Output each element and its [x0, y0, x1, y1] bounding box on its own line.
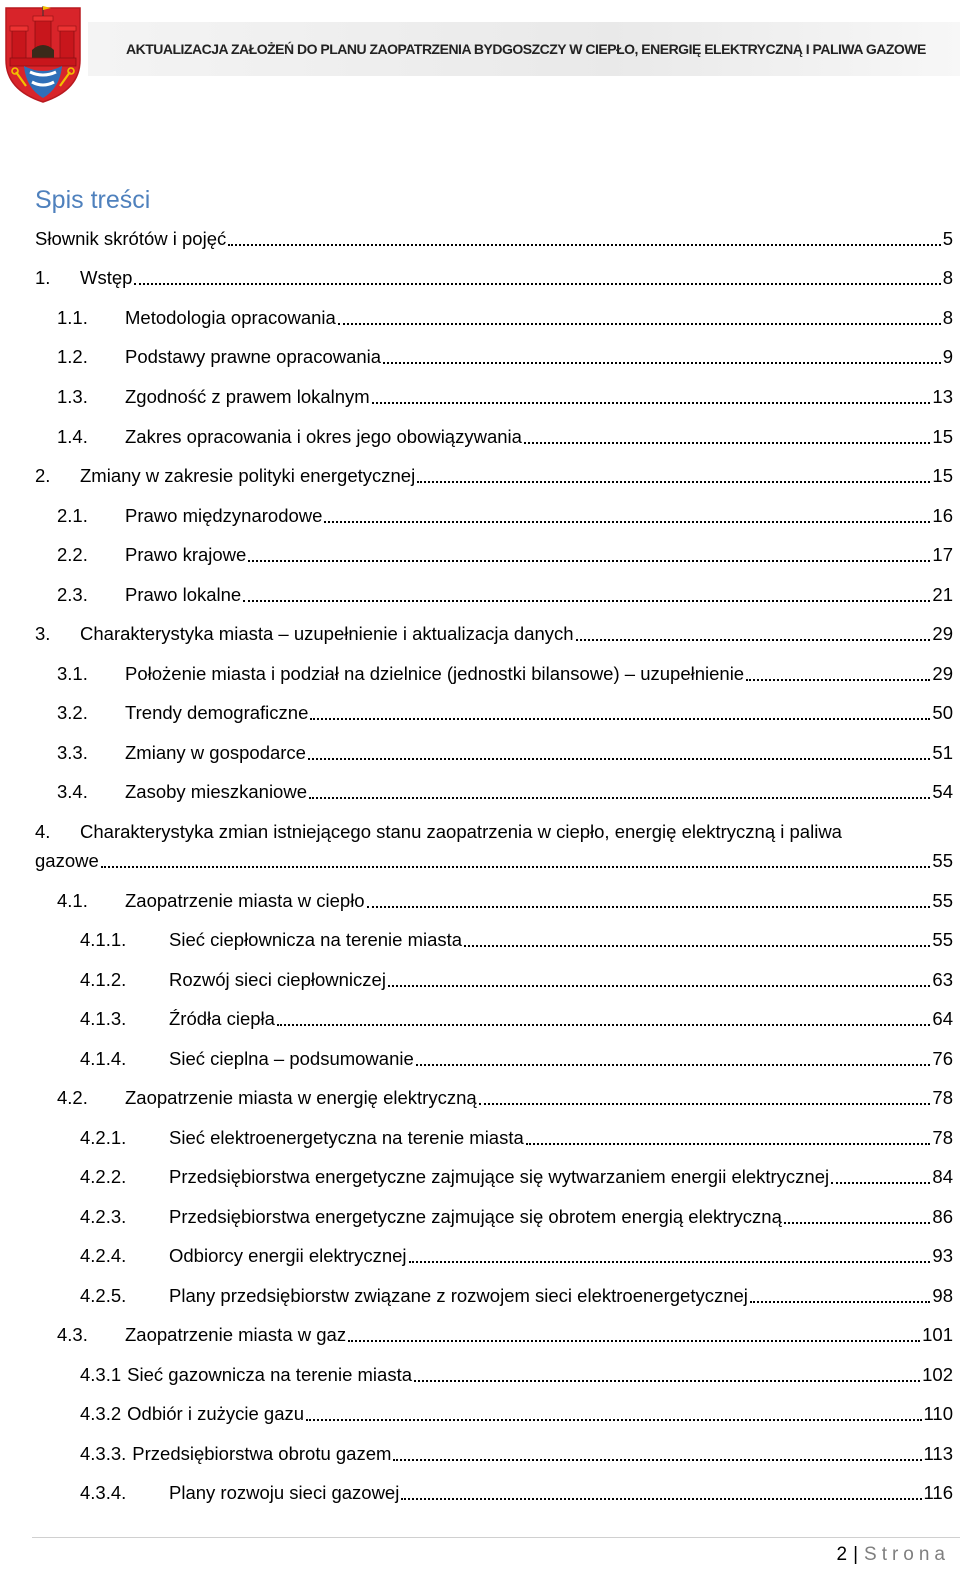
- toc-leader-dots: [417, 473, 930, 483]
- toc-entry-title: Zasoby mieszkaniowe: [125, 781, 307, 802]
- toc-entry[interactable]: [80, 927, 953, 953]
- toc-entry-page: 15: [932, 465, 953, 486]
- toc-leader-dots: [308, 750, 930, 760]
- toc-entry-page: 55: [932, 890, 953, 911]
- toc-entry[interactable]: [35, 265, 953, 291]
- toc-leader-dots: [414, 1372, 920, 1382]
- toc-entry-title: Sieć ciepłownicza na terenie miasta: [169, 929, 463, 950]
- toc-entry-number: 3.2.: [57, 702, 88, 723]
- toc-leader-dots: [524, 434, 930, 444]
- toc-entry[interactable]: [80, 1243, 953, 1269]
- toc-entry-number: 4.3.3.: [80, 1443, 127, 1464]
- toc-entry-page: 55: [932, 929, 953, 950]
- toc-entry-number: 3.1.: [57, 663, 88, 684]
- toc-entry-number: 1.2.: [57, 346, 88, 367]
- toc-entry-page: 8: [942, 307, 953, 328]
- toc-entry-page: 86: [932, 1206, 953, 1227]
- toc-leader-dots: [243, 592, 930, 602]
- toc-entry-page: 55: [932, 850, 953, 871]
- toc-entry[interactable]: [80, 967, 953, 993]
- toc-entry-page: 102: [922, 1364, 953, 1385]
- toc-leader-dots: [393, 1451, 921, 1461]
- toc-entry-title: Plany przedsiębiorstw związane z rozwojem sieci elektroenergetycznej: [169, 1285, 748, 1306]
- toc-entry-number: 4.2.2.: [80, 1166, 127, 1187]
- toc-entry-title: Zmiany w gospodarce: [125, 742, 306, 763]
- toc-entry[interactable]: [57, 582, 953, 608]
- toc-entry-number: 2.2.: [57, 544, 88, 565]
- toc-entry-number: 3.4.: [57, 781, 88, 802]
- page-header: [0, 0, 960, 100]
- toc-entry-title: Zakres opracowania i okres jego obowiązywania: [125, 426, 522, 447]
- toc-entry-title: Zgodność z prawem lokalnym: [125, 386, 370, 407]
- toc-entry-title: Podstawy prawne opracowania: [125, 346, 382, 367]
- toc-entry-title: Przedsiębiorstwa energetyczne zajmujące się wytwarzaniem energii elektrycznej: [169, 1166, 830, 1187]
- toc-entry-title: Rozwój sieci ciepłowniczej: [169, 969, 386, 990]
- toc-entry-number: 4.3.: [57, 1324, 88, 1345]
- toc-entry-number: 1.4.: [57, 426, 88, 447]
- toc-entry-number: 2.: [35, 465, 51, 486]
- toc-entry-title: Słownik skrótów i pojęć: [35, 228, 227, 249]
- toc-leader-dots: [401, 1490, 921, 1500]
- toc-entry-page: 76: [932, 1048, 953, 1069]
- toc-entry[interactable]: [80, 1283, 953, 1309]
- toc-leader-dots: [134, 275, 940, 285]
- toc-entry-page: 50: [932, 702, 953, 723]
- toc-entry-page: 64: [932, 1008, 953, 1029]
- toc-entry-page: 15: [932, 426, 953, 447]
- toc-leader-dots: [248, 552, 930, 562]
- bydgoszcz-coat-of-arms-icon: [2, 2, 84, 104]
- toc-entry-title: Prawo krajowe: [125, 544, 247, 565]
- toc-entry[interactable]: [57, 740, 953, 766]
- toc-entry-title: Metodologia opracowania: [125, 307, 336, 328]
- toc-entry-title: Sieć gazownicza na terenie miasta: [127, 1364, 413, 1385]
- toc-entry-title: Źródła ciepła: [169, 1008, 275, 1029]
- toc-entry[interactable]: [57, 542, 953, 568]
- toc-entry-number: 4.2.1.: [80, 1127, 127, 1148]
- toc-leader-dots: [409, 1253, 931, 1263]
- toc-entry-number: 1.1.: [57, 307, 88, 328]
- toc-entry[interactable]: [57, 305, 953, 331]
- toc-entry-number: 3.: [35, 623, 51, 644]
- document-header-title: AKTUALIZACJA ZAŁOŻEŃ DO PLANU ZAOPATRZENIA BYDGOSZCZY W CIEPŁO, ENERGIĘ ELEKTRYCZNĄ I PALIWA GAZOWE: [126, 41, 926, 57]
- toc-entry-page: 17: [932, 544, 953, 565]
- toc-entry-number: 4.2.: [57, 1087, 88, 1108]
- toc-entry[interactable]: [57, 1322, 953, 1348]
- toc-entry-title: Sieć cieplna – podsumowanie: [169, 1048, 414, 1069]
- toc-entry-page: 113: [923, 1443, 953, 1464]
- toc-entry[interactable]: [57, 700, 953, 726]
- toc-entry-number: 4.1.2.: [80, 969, 127, 990]
- toc-entry-title: Odbiorcy energii elektrycznej: [169, 1245, 407, 1266]
- toc-entry-number: 1.: [35, 267, 51, 288]
- toc-entry[interactable]: [57, 424, 953, 450]
- toc-entry-number: 4.1.1.: [80, 929, 127, 950]
- footer-divider: [32, 1537, 960, 1538]
- toc-entry-page: 51: [932, 742, 953, 763]
- toc-entry-title: Przedsiębiorstwa obrotu gazem: [132, 1443, 392, 1464]
- toc-entry[interactable]: [80, 1204, 953, 1230]
- toc-entry-page: 78: [932, 1127, 953, 1148]
- toc-entry-number: 1.3.: [57, 386, 88, 407]
- toc-entry-number: 4.3.4.: [80, 1482, 127, 1503]
- toc-entry-page: 5: [942, 228, 953, 249]
- footer-separator: |: [853, 1544, 859, 1565]
- toc-entry-page: 13: [932, 386, 953, 407]
- toc-entry-page: 8: [942, 267, 953, 288]
- toc-entry-title: Zaopatrzenie miasta w gaz: [125, 1324, 347, 1345]
- toc-entry-number: 2.3.: [57, 584, 88, 605]
- toc-leader-dots: [746, 671, 930, 681]
- toc-entry[interactable]: [35, 819, 842, 845]
- toc-leader-dots: [372, 394, 931, 404]
- toc-entry[interactable]: [80, 1362, 953, 1388]
- toc-entry[interactable]: [57, 779, 953, 805]
- toc-entry[interactable]: [57, 384, 953, 410]
- toc-entry[interactable]: [80, 1441, 953, 1467]
- toc-entry-page: 9: [942, 346, 953, 367]
- toc-entry-number: 4.3.1: [80, 1364, 122, 1385]
- toc-entry-number: 4.2.4.: [80, 1245, 127, 1266]
- toc-entry-title-continuation: gazowe: [35, 850, 99, 871]
- toc-entry-number: 4.2.3.: [80, 1206, 127, 1227]
- toc-entry-title: Prawo lokalne: [125, 584, 242, 605]
- toc-entry-title: Trendy demograficzne: [125, 702, 309, 723]
- toc-entry-page: 84: [932, 1166, 953, 1187]
- toc-entry-title: Wstęp: [80, 267, 133, 288]
- toc-entry-page: 29: [932, 623, 953, 644]
- toc-entry-number: 4.1.: [57, 890, 88, 911]
- toc-entry-number: 2.1.: [57, 505, 88, 526]
- toc-entry-continuation[interactable]: [35, 848, 953, 874]
- toc-entry[interactable]: [57, 888, 953, 914]
- toc-entry-page: 110: [923, 1403, 953, 1424]
- toc-entry-number: 4.1.3.: [80, 1008, 127, 1029]
- toc-heading: Spis treści: [35, 186, 151, 214]
- toc-entry-title: Przedsiębiorstwa energetyczne zajmujące się obrotem energią elektryczną: [169, 1206, 782, 1227]
- toc-entry[interactable]: [57, 344, 953, 370]
- toc-leader-dots: [367, 898, 931, 908]
- toc-entry-number: 3.3.: [57, 742, 88, 763]
- toc-entry-page: 21: [932, 584, 953, 605]
- toc-leader-dots: [277, 1016, 931, 1026]
- toc-leader-dots: [750, 1293, 931, 1303]
- toc-entry-page: 29: [932, 663, 953, 684]
- toc-leader-dots: [479, 1095, 931, 1105]
- toc-leader-dots: [310, 710, 930, 720]
- toc-entry[interactable]: [80, 1046, 953, 1072]
- toc-leader-dots: [831, 1174, 930, 1184]
- toc-leader-dots: [464, 937, 930, 947]
- toc-entry-title: Charakterystyka miasta – uzupełnienie i aktualizacja danych: [80, 623, 574, 644]
- toc-entry-title: Zmiany w zakresie polityki energetycznej: [80, 465, 416, 486]
- toc-entry[interactable]: [35, 621, 953, 647]
- page-number: 2: [836, 1544, 848, 1565]
- page-footer: [837, 1544, 951, 1566]
- toc-entry[interactable]: [57, 1085, 953, 1111]
- toc-entry[interactable]: [57, 503, 953, 529]
- toc-entry-number: 4.2.5.: [80, 1285, 127, 1306]
- toc-entry-title: Plany rozwoju sieci gazowej: [169, 1482, 400, 1503]
- toc-leader-dots: [784, 1214, 931, 1224]
- toc-leader-dots: [388, 977, 930, 987]
- toc-entry-title: Zaopatrzenie miasta w ciepło: [125, 890, 365, 911]
- toc-entry-number: 4.: [35, 821, 51, 842]
- toc-entry-title: Sieć elektroenergetyczna na terenie miasta: [169, 1127, 524, 1148]
- toc-entry-page: 78: [932, 1087, 953, 1108]
- toc-leader-dots: [416, 1056, 931, 1066]
- toc-entry[interactable]: [80, 1164, 953, 1190]
- toc-entry-title: Położenie miasta i podział na dzielnice (jednostki bilansowe) – uzupełnienie: [125, 663, 745, 684]
- toc-entry-page: 101: [922, 1324, 953, 1345]
- toc-leader-dots: [338, 315, 941, 325]
- toc-leader-dots: [576, 631, 931, 641]
- toc-entry[interactable]: [80, 1480, 953, 1506]
- toc-leader-dots: [228, 236, 940, 246]
- toc-leader-dots: [306, 1411, 921, 1421]
- toc-leader-dots: [348, 1332, 920, 1342]
- toc-leader-dots: [324, 513, 930, 523]
- toc-entry[interactable]: [80, 1125, 953, 1151]
- toc-entry[interactable]: [35, 226, 953, 252]
- toc-entry-title: Charakterystyka zmian istniejącego stanu zaopatrzenia w ciepło, energię elektryczną i paliwa: [80, 821, 842, 842]
- toc-leader-dots: [309, 789, 930, 799]
- toc-leader-dots: [101, 858, 931, 868]
- page-label: Strona: [864, 1544, 950, 1565]
- toc-entry[interactable]: [80, 1401, 953, 1427]
- toc-leader-dots: [526, 1135, 931, 1145]
- toc-entry[interactable]: [35, 463, 953, 489]
- toc-entry-page: 116: [923, 1482, 953, 1503]
- toc-entry-page: 16: [932, 505, 953, 526]
- toc-entry-title: Prawo międzynarodowe: [125, 505, 323, 526]
- toc-entry-number: 4.3.2: [80, 1403, 122, 1424]
- toc-entry-page: 93: [932, 1245, 953, 1266]
- toc-leader-dots: [383, 354, 941, 364]
- toc-entry-number: 4.1.4.: [80, 1048, 127, 1069]
- toc-entry-page: 54: [932, 781, 953, 802]
- toc-entry[interactable]: [80, 1006, 953, 1032]
- toc-entry-page: 63: [932, 969, 953, 990]
- toc-entry-title: Odbiór i zużycie gazu: [127, 1403, 305, 1424]
- toc-entry[interactable]: [57, 661, 953, 687]
- toc-entry-title: Zaopatrzenie miasta w energię elektryczną: [125, 1087, 477, 1108]
- toc-entry-page: 98: [932, 1285, 953, 1306]
